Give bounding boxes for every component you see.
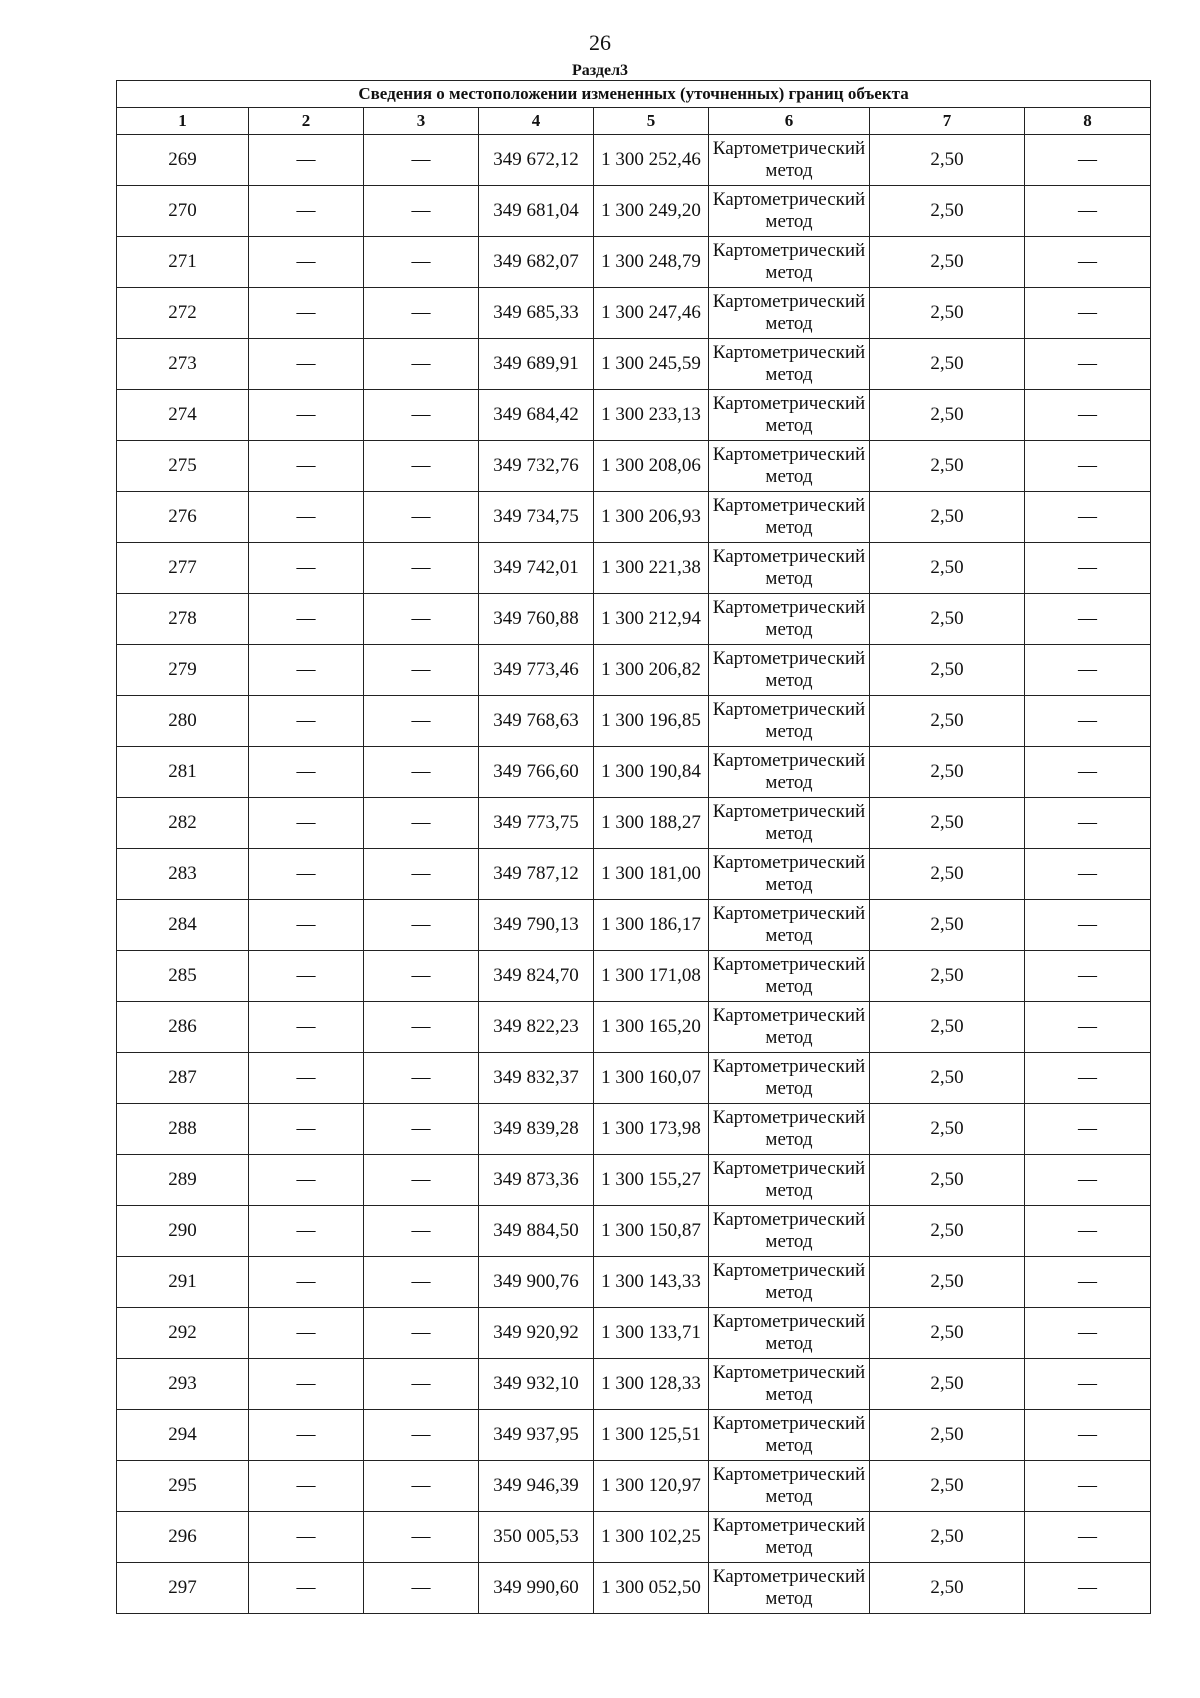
table-cell: — xyxy=(364,1155,479,1206)
table-cell: 1 300 128,33 xyxy=(594,1359,709,1410)
table-cell: 1 300 102,25 xyxy=(594,1512,709,1563)
table-cell: 1 300 160,07 xyxy=(594,1053,709,1104)
column-header: 4 xyxy=(479,108,594,135)
table-cell: 349 822,23 xyxy=(479,1002,594,1053)
table-cell: — xyxy=(249,1410,364,1461)
table-cell: 274 xyxy=(117,390,249,441)
table-cell: — xyxy=(249,339,364,390)
table-cell: — xyxy=(364,1410,479,1461)
table-body xyxy=(117,135,1151,1614)
table-cell: — xyxy=(1025,441,1151,492)
table-cell: — xyxy=(364,237,479,288)
table-cell: 280 xyxy=(117,696,249,747)
table-cell: — xyxy=(249,1512,364,1563)
table-cell: — xyxy=(249,441,364,492)
table-cell: 1 300 252,46 xyxy=(594,135,709,186)
table-cell: 277 xyxy=(117,543,249,594)
table-cell: 283 xyxy=(117,849,249,900)
table-cell: Картометрический метод xyxy=(709,1206,870,1257)
table-cell: — xyxy=(1025,696,1151,747)
table-row xyxy=(117,288,1151,339)
table-cell: — xyxy=(1025,1155,1151,1206)
table-cell: Картометрический метод xyxy=(709,1410,870,1461)
table-cell: — xyxy=(249,1155,364,1206)
table-cell: 272 xyxy=(117,288,249,339)
table-cell: 1 300 249,20 xyxy=(594,186,709,237)
table-row xyxy=(117,696,1151,747)
table-cell: — xyxy=(1025,1308,1151,1359)
table-cell: — xyxy=(249,1053,364,1104)
table-cell: — xyxy=(1025,1206,1151,1257)
table-cell: 1 300 173,98 xyxy=(594,1104,709,1155)
table-row xyxy=(117,237,1151,288)
table-cell: Картометрический метод xyxy=(709,1155,870,1206)
table-cell: — xyxy=(1025,186,1151,237)
table-cell: 2,50 xyxy=(870,747,1025,798)
table-row xyxy=(117,1410,1151,1461)
table-cell: — xyxy=(364,594,479,645)
table-cell: — xyxy=(1025,1359,1151,1410)
table-cell: — xyxy=(364,900,479,951)
table-cell: — xyxy=(1025,288,1151,339)
table-cell: 2,50 xyxy=(870,1053,1025,1104)
table-cell: 292 xyxy=(117,1308,249,1359)
table-cell: — xyxy=(364,798,479,849)
table-cell: 1 300 233,13 xyxy=(594,390,709,441)
table-cell: — xyxy=(1025,1053,1151,1104)
table-cell: 2,50 xyxy=(870,492,1025,543)
table-cell: — xyxy=(249,1257,364,1308)
table-cell: 284 xyxy=(117,900,249,951)
table-cell: — xyxy=(249,645,364,696)
table-cell: — xyxy=(249,849,364,900)
table-cell: 349 768,63 xyxy=(479,696,594,747)
table-row xyxy=(117,492,1151,543)
table-cell: — xyxy=(364,1461,479,1512)
table-cell: 2,50 xyxy=(870,1410,1025,1461)
table-cell: — xyxy=(1025,951,1151,1002)
table-cell: 349 734,75 xyxy=(479,492,594,543)
table-cell: 2,50 xyxy=(870,900,1025,951)
table-cell: — xyxy=(1025,645,1151,696)
table-cell: — xyxy=(364,1206,479,1257)
table-cell: Картометрический метод xyxy=(709,441,870,492)
table-cell: — xyxy=(1025,1002,1151,1053)
table-row xyxy=(117,849,1151,900)
table-cell: Картометрический метод xyxy=(709,645,870,696)
table-cell: 296 xyxy=(117,1512,249,1563)
table-cell: 288 xyxy=(117,1104,249,1155)
table-cell: — xyxy=(364,1257,479,1308)
table-cell: 1 300 143,33 xyxy=(594,1257,709,1308)
table-cell: 1 300 133,71 xyxy=(594,1308,709,1359)
table-cell: 349 920,92 xyxy=(479,1308,594,1359)
table-cell: 271 xyxy=(117,237,249,288)
table-cell: 281 xyxy=(117,747,249,798)
table-cell: 1 300 247,46 xyxy=(594,288,709,339)
table-cell: 2,50 xyxy=(870,951,1025,1002)
table-cell: — xyxy=(1025,339,1151,390)
table-cell: 2,50 xyxy=(870,186,1025,237)
table-row xyxy=(117,1308,1151,1359)
table-cell: — xyxy=(249,798,364,849)
table-row xyxy=(117,186,1151,237)
table-cell: 273 xyxy=(117,339,249,390)
column-header: 2 xyxy=(249,108,364,135)
column-header: 3 xyxy=(364,108,479,135)
table-cell: — xyxy=(1025,237,1151,288)
table-cell: — xyxy=(249,747,364,798)
table-caption: Сведения о местоположении измененных (уточненных) границ объекта xyxy=(117,81,1151,108)
table-cell: 1 300 186,17 xyxy=(594,900,709,951)
table-cell: 349 937,95 xyxy=(479,1410,594,1461)
table-cell: 1 300 150,87 xyxy=(594,1206,709,1257)
table-cell: — xyxy=(249,1002,364,1053)
table-cell: — xyxy=(364,441,479,492)
table-cell: Картометрический метод xyxy=(709,1257,870,1308)
table-cell: Картометрический метод xyxy=(709,135,870,186)
table-cell: — xyxy=(364,492,479,543)
table-cell: 2,50 xyxy=(870,696,1025,747)
column-header-row xyxy=(117,108,1151,135)
page-number: 26 xyxy=(589,30,611,55)
table-cell: Картометрический метод xyxy=(709,849,870,900)
table-cell: — xyxy=(364,1104,479,1155)
table-cell: 2,50 xyxy=(870,1563,1025,1614)
table-cell: 2,50 xyxy=(870,1461,1025,1512)
table-row xyxy=(117,390,1151,441)
table-cell: 1 300 221,38 xyxy=(594,543,709,594)
table-cell: — xyxy=(364,1308,479,1359)
table-cell: — xyxy=(1025,390,1151,441)
table-row xyxy=(117,135,1151,186)
table-cell: 349 684,42 xyxy=(479,390,594,441)
table-cell: — xyxy=(249,696,364,747)
table-cell: Картометрический метод xyxy=(709,1563,870,1614)
table-cell: — xyxy=(364,543,479,594)
table-cell: 1 300 188,27 xyxy=(594,798,709,849)
table-cell: — xyxy=(249,186,364,237)
table-cell: Картометрический метод xyxy=(709,492,870,543)
table-cell: — xyxy=(1025,1512,1151,1563)
table-cell: Картометрический метод xyxy=(709,1002,870,1053)
table-cell: 349 681,04 xyxy=(479,186,594,237)
table-cell: — xyxy=(1025,1461,1151,1512)
table-cell: — xyxy=(249,1104,364,1155)
table-cell: 1 300 212,94 xyxy=(594,594,709,645)
table-row xyxy=(117,1053,1151,1104)
table-cell: 349 689,91 xyxy=(479,339,594,390)
table-cell: 1 300 171,08 xyxy=(594,951,709,1002)
table-cell: — xyxy=(364,1053,479,1104)
table-cell: 2,50 xyxy=(870,849,1025,900)
table-cell: — xyxy=(364,339,479,390)
table-cell: 349 732,76 xyxy=(479,441,594,492)
table-cell: — xyxy=(1025,543,1151,594)
table-cell: 350 005,53 xyxy=(479,1512,594,1563)
table-cell: — xyxy=(364,951,479,1002)
table-cell: Картометрический метод xyxy=(709,339,870,390)
table-cell: 349 760,88 xyxy=(479,594,594,645)
table-cell: 349 685,33 xyxy=(479,288,594,339)
table-cell: 2,50 xyxy=(870,390,1025,441)
table-cell: 1 300 206,82 xyxy=(594,645,709,696)
table-cell: 2,50 xyxy=(870,1359,1025,1410)
table-cell: 2,50 xyxy=(870,237,1025,288)
table-cell: — xyxy=(249,1461,364,1512)
table-cell: — xyxy=(1025,1257,1151,1308)
table-cell: 349 773,75 xyxy=(479,798,594,849)
table-row xyxy=(117,1512,1151,1563)
table-cell: — xyxy=(249,1359,364,1410)
table-cell: 2,50 xyxy=(870,339,1025,390)
table-cell: 290 xyxy=(117,1206,249,1257)
table-cell: — xyxy=(364,288,479,339)
table-cell: 1 300 052,50 xyxy=(594,1563,709,1614)
table-cell: 1 300 165,20 xyxy=(594,1002,709,1053)
table-row xyxy=(117,798,1151,849)
table-cell: 1 300 125,51 xyxy=(594,1410,709,1461)
column-header: 5 xyxy=(594,108,709,135)
table-cell: 349 790,13 xyxy=(479,900,594,951)
table-cell: 1 300 208,06 xyxy=(594,441,709,492)
table-cell: Картометрический метод xyxy=(709,543,870,594)
table-cell: Картометрический метод xyxy=(709,1053,870,1104)
table-cell: 2,50 xyxy=(870,1002,1025,1053)
table-cell: 2,50 xyxy=(870,1155,1025,1206)
table-cell: 291 xyxy=(117,1257,249,1308)
table-cell: — xyxy=(1025,492,1151,543)
table-cell: — xyxy=(249,390,364,441)
table-cell: 349 946,39 xyxy=(479,1461,594,1512)
table-cell: — xyxy=(364,135,479,186)
table-cell: 293 xyxy=(117,1359,249,1410)
table-cell: 2,50 xyxy=(870,1308,1025,1359)
table-cell: Картометрический метод xyxy=(709,1104,870,1155)
table-cell: — xyxy=(364,186,479,237)
table-cell: — xyxy=(1025,594,1151,645)
table-cell: — xyxy=(364,1512,479,1563)
table-cell: — xyxy=(249,900,364,951)
table-row xyxy=(117,1206,1151,1257)
table-cell: 285 xyxy=(117,951,249,1002)
table-cell: — xyxy=(249,1308,364,1359)
table-row xyxy=(117,645,1151,696)
table-cell: Картометрический метод xyxy=(709,390,870,441)
column-header: 6 xyxy=(709,108,870,135)
table-cell: 1 300 196,85 xyxy=(594,696,709,747)
table-cell: — xyxy=(364,747,479,798)
table-cell: Картометрический метод xyxy=(709,747,870,798)
table-cell: 269 xyxy=(117,135,249,186)
table-cell: — xyxy=(249,135,364,186)
table-cell: 349 990,60 xyxy=(479,1563,594,1614)
table-cell: 349 884,50 xyxy=(479,1206,594,1257)
table-cell: Картометрический метод xyxy=(709,951,870,1002)
table-cell: 1 300 120,97 xyxy=(594,1461,709,1512)
table-cell: — xyxy=(249,288,364,339)
table-cell: — xyxy=(1025,798,1151,849)
table-cell: 2,50 xyxy=(870,1257,1025,1308)
column-header: 7 xyxy=(870,108,1025,135)
table-cell: — xyxy=(364,390,479,441)
table-cell: — xyxy=(364,1563,479,1614)
table-row xyxy=(117,594,1151,645)
table-cell: 2,50 xyxy=(870,798,1025,849)
table-cell: 349 682,07 xyxy=(479,237,594,288)
table-cell: 2,50 xyxy=(870,135,1025,186)
table-cell: — xyxy=(249,543,364,594)
table-cell: — xyxy=(249,594,364,645)
table-cell: — xyxy=(249,1206,364,1257)
table-cell: — xyxy=(1025,747,1151,798)
table-cell: 2,50 xyxy=(870,543,1025,594)
table-cell: 2,50 xyxy=(870,645,1025,696)
table-row xyxy=(117,951,1151,1002)
table-row xyxy=(117,1257,1151,1308)
table-cell: 349 832,37 xyxy=(479,1053,594,1104)
table-cell: Картометрический метод xyxy=(709,594,870,645)
table-cell: — xyxy=(1025,1104,1151,1155)
table-cell: Картометрический метод xyxy=(709,1512,870,1563)
table-cell: 349 672,12 xyxy=(479,135,594,186)
table-row xyxy=(117,339,1151,390)
table-cell: 2,50 xyxy=(870,1512,1025,1563)
table-cell: — xyxy=(364,1002,479,1053)
table-row xyxy=(117,1563,1151,1614)
table-cell: 1 300 245,59 xyxy=(594,339,709,390)
table-cell: 287 xyxy=(117,1053,249,1104)
table-cell: 286 xyxy=(117,1002,249,1053)
table-cell: 2,50 xyxy=(870,1206,1025,1257)
table-cell: — xyxy=(364,696,479,747)
table-cell: 349 824,70 xyxy=(479,951,594,1002)
table-cell: 349 766,60 xyxy=(479,747,594,798)
table-row xyxy=(117,543,1151,594)
table-cell: Картометрический метод xyxy=(709,900,870,951)
table-cell: 2,50 xyxy=(870,288,1025,339)
table-row xyxy=(117,900,1151,951)
table-cell: 270 xyxy=(117,186,249,237)
table-cell: — xyxy=(1025,849,1151,900)
table-cell: 289 xyxy=(117,1155,249,1206)
table-row xyxy=(117,747,1151,798)
table-cell: — xyxy=(364,849,479,900)
table-cell: — xyxy=(249,237,364,288)
table-cell: 1 300 181,00 xyxy=(594,849,709,900)
table-cell: — xyxy=(364,645,479,696)
table-cell: 1 300 190,84 xyxy=(594,747,709,798)
table-cell: 349 787,12 xyxy=(479,849,594,900)
table-cell: Картометрический метод xyxy=(709,288,870,339)
table-row xyxy=(117,1359,1151,1410)
table-cell: 278 xyxy=(117,594,249,645)
table-cell: Картометрический метод xyxy=(709,186,870,237)
table-cell: Картометрический метод xyxy=(709,696,870,747)
table-cell: 349 900,76 xyxy=(479,1257,594,1308)
table-cell: — xyxy=(1025,135,1151,186)
table-cell: 297 xyxy=(117,1563,249,1614)
table-cell: Картометрический метод xyxy=(709,1308,870,1359)
table-cell: 279 xyxy=(117,645,249,696)
table-row xyxy=(117,1002,1151,1053)
table-row xyxy=(117,441,1151,492)
table-cell: 349 839,28 xyxy=(479,1104,594,1155)
section-title: Раздел3 xyxy=(571,62,629,79)
table-cell: 1 300 155,27 xyxy=(594,1155,709,1206)
table-cell: Картометрический метод xyxy=(709,1461,870,1512)
column-header: 1 xyxy=(117,108,249,135)
table-row xyxy=(117,1155,1151,1206)
table-cell: — xyxy=(249,1563,364,1614)
table-cell: Картометрический метод xyxy=(709,798,870,849)
table-cell: — xyxy=(1025,900,1151,951)
table-cell: 2,50 xyxy=(870,594,1025,645)
table-cell: 1 300 248,79 xyxy=(594,237,709,288)
table-cell: — xyxy=(1025,1410,1151,1461)
table-cell: Картометрический метод xyxy=(709,1359,870,1410)
table-cell: 349 742,01 xyxy=(479,543,594,594)
table-cell: 349 932,10 xyxy=(479,1359,594,1410)
table-cell: Картометрический метод xyxy=(709,237,870,288)
table-cell: 349 773,46 xyxy=(479,645,594,696)
table-row xyxy=(117,1104,1151,1155)
table-cell: — xyxy=(364,1359,479,1410)
table-row xyxy=(117,1461,1151,1512)
table-cell: 282 xyxy=(117,798,249,849)
table-cell: 2,50 xyxy=(870,441,1025,492)
table-cell: — xyxy=(249,492,364,543)
boundary-coordinates-table xyxy=(116,80,1151,1614)
table-cell: 1 300 206,93 xyxy=(594,492,709,543)
table-cell: 295 xyxy=(117,1461,249,1512)
table-cell: — xyxy=(249,951,364,1002)
table-cell: 349 873,36 xyxy=(479,1155,594,1206)
table-cell: 275 xyxy=(117,441,249,492)
table-cell: 294 xyxy=(117,1410,249,1461)
table-cell: — xyxy=(1025,1563,1151,1614)
column-header: 8 xyxy=(1025,108,1151,135)
table-cell: 276 xyxy=(117,492,249,543)
table-cell: 2,50 xyxy=(870,1104,1025,1155)
